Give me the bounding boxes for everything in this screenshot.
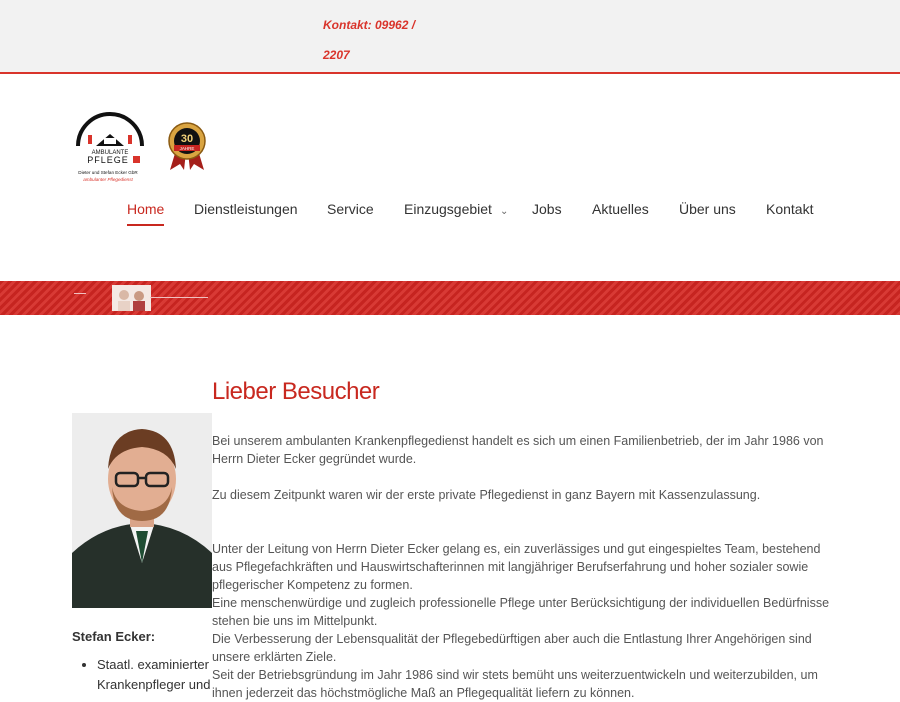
paragraph: Zu diesem Zeitpunkt waren wir der erste private Pflegedienst in ganz Bayern mit Kassenzulassung. xyxy=(212,488,761,502)
nav-item-jobs[interactable]: Jobs xyxy=(532,201,562,217)
contact-line-1: Kontakt: 09962 / xyxy=(323,18,416,32)
logo-brand-main: PFLEGE xyxy=(87,155,129,165)
person-name: Stefan Ecker: xyxy=(72,629,156,644)
nav-item-home[interactable]: Home xyxy=(127,201,165,217)
banner-divider xyxy=(150,297,208,298)
nav-item-dienstleistungen[interactable]: Dienstleistungen xyxy=(194,201,298,217)
banner-divider xyxy=(74,293,86,294)
nav-item-service[interactable]: Service xyxy=(327,201,374,217)
logo-brand-top: AMBULANTE xyxy=(91,150,129,156)
paragraph: Bei unserem ambulanten Krankenpflegedienst handelt es sich um einen Familienbetrieb, der im Jahr 1986 von Herrn Dieter Ecker gegründet wurde. xyxy=(212,434,824,466)
anniversary-badge-icon xyxy=(164,120,210,172)
chevron-down-icon: ⌄ xyxy=(499,206,509,217)
badge-label: JAHRE xyxy=(179,146,195,151)
top-bar xyxy=(0,0,900,74)
nav-item-ueber-uns[interactable]: Über uns xyxy=(679,201,736,217)
paragraph: Unter der Leitung von Herrn Dieter Ecker gelang es, ein zuverlässiges und gut eingespieltes Team, bestehend aus Pflegefachkräften und Hauswirtschafterinnen mit langjähriger Berufserfahrung und hoher sozialer sowie pflegerischer Kompetenz zu formen. xyxy=(212,542,821,592)
contact-line-2: 2207 xyxy=(323,48,350,62)
site-logo[interactable] xyxy=(70,106,150,186)
nav-item-einzugsgebiet[interactable] xyxy=(404,201,508,217)
person-qualifications xyxy=(72,655,212,695)
header-banner xyxy=(0,281,900,315)
contact-info[interactable] xyxy=(323,10,433,70)
paragraph: Eine menschenwürdige und zugleich professionelle Pflege unter Berücksichtigung der individuellen Bedürfnisse stehen bie uns im Mittelpunkt. xyxy=(212,596,830,628)
nav-item-aktuelles[interactable]: Aktuelles xyxy=(592,201,649,217)
portrait-image xyxy=(72,413,212,608)
list-item: • Staatl. examinierter Krankenpfleger und xyxy=(97,655,212,695)
banner-image xyxy=(112,285,151,311)
nav-item-kontakt[interactable]: Kontakt xyxy=(766,201,814,217)
logo-brand-sub1: Dieter und Stefan Ecker GbR xyxy=(78,170,138,175)
page-title: Lieber Besucher xyxy=(212,378,380,405)
paragraph: Seit der Betriebsgründung im Jahr 1986 sind wir stets bemüht uns weiterzuentwickeln und weiterzubilden, um ihnen jederzeit das höchstmögliche Maß an Pflegequalität liefern zu können. xyxy=(212,668,818,700)
logo-brand-sub2: ambulanter Pflegedienst xyxy=(83,177,133,182)
paragraph: Die Verbesserung der Lebensqualität der Pflegebedürftigen aber auch die Entlastung Ihrer Angehörigen sind unsere erklärten Ziele. xyxy=(212,632,812,664)
nav-item-einzugsgebiet-label: Einzugsgebiet xyxy=(404,201,492,217)
badge-number: 30 xyxy=(180,133,194,145)
